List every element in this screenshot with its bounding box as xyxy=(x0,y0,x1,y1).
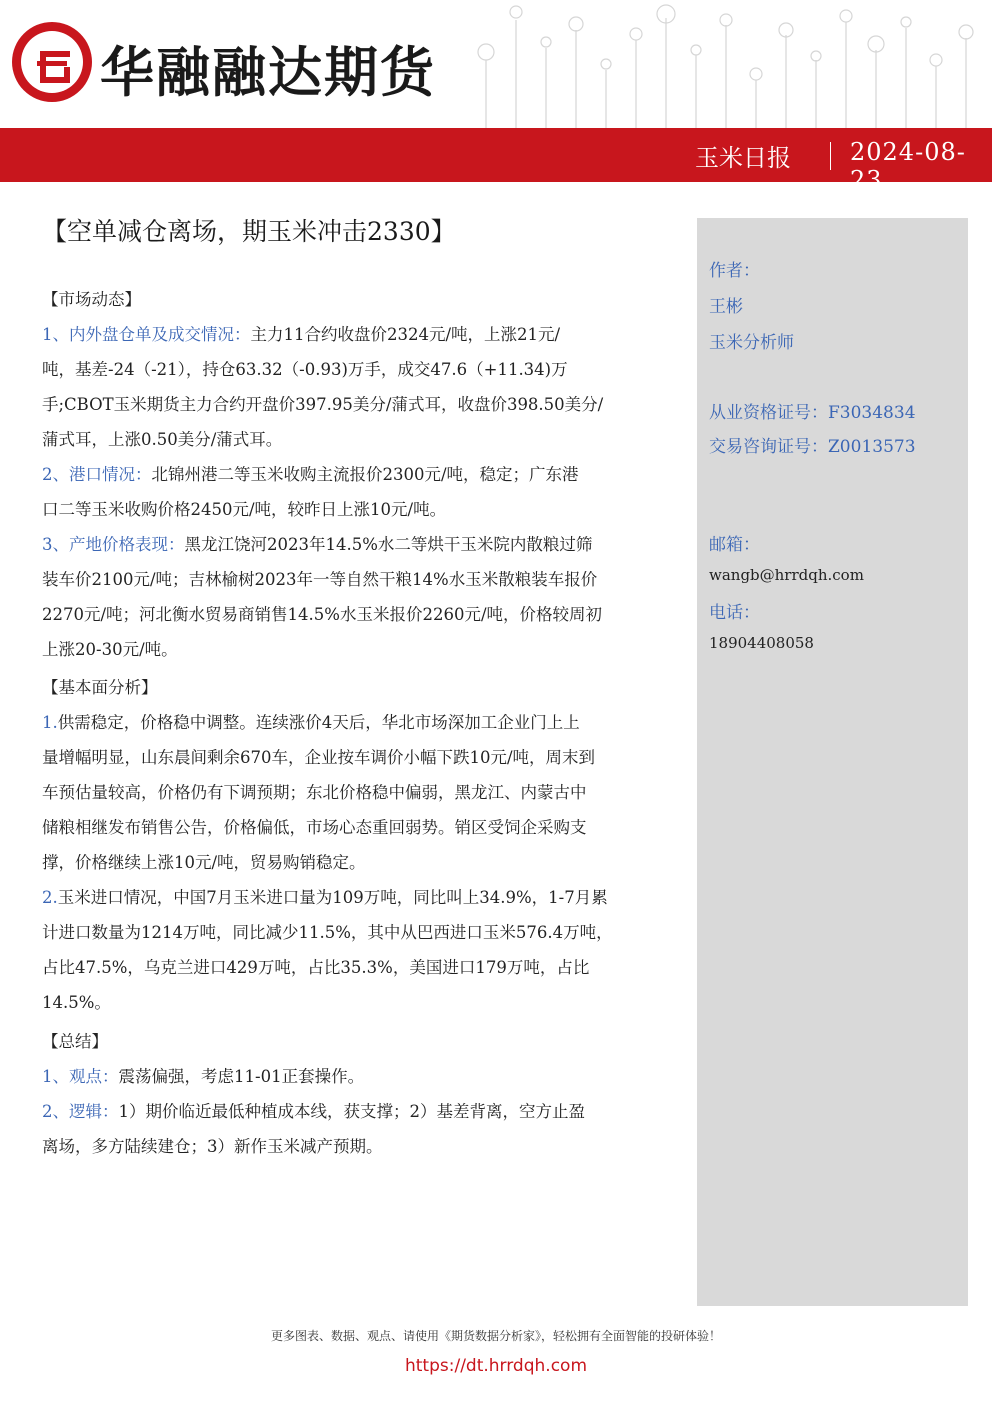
paragraph-line xyxy=(42,422,667,457)
phone-number: 18904408058 xyxy=(709,634,814,652)
paragraph-line xyxy=(42,527,667,562)
fundamental-paragraph xyxy=(42,880,667,1020)
paragraph-text: 玉米进口情况，中国7月玉米进口量为109万吨，同比叫上34.9%，1-7月累 xyxy=(57,888,608,907)
paragraph-label: 1、观点： xyxy=(42,1067,119,1086)
section-heading-summary: 【总结】 xyxy=(42,1032,108,1051)
phone-label: 电话： xyxy=(709,603,760,623)
consult-number: 交易咨询证号：Z0013573 xyxy=(709,437,916,457)
paragraph-label: 1、内外盘仓单及成交情况： xyxy=(42,325,251,344)
paragraph-line xyxy=(42,1059,667,1094)
paragraph-text: 量增幅明显，山东晨间剩余670车，企业按车调价小幅下跌10元/吨，周末到 xyxy=(42,748,596,767)
paragraph-line xyxy=(42,740,667,775)
paragraph-line xyxy=(42,985,667,1020)
paragraph-line xyxy=(42,632,667,667)
report-type: 玉米日报 xyxy=(695,144,791,172)
author-name: 王彬 xyxy=(709,297,743,317)
license-number: 从业资格证号：F3034834 xyxy=(709,403,916,423)
section-heading-fundamental: 【基本面分析】 xyxy=(42,678,158,697)
paragraph-line xyxy=(42,457,667,492)
report-date: 2024-08-23 xyxy=(850,138,966,194)
paragraph-text: 供需稳定，价格稳中调整。连续涨价4天后，华北市场深加工企业门上上 xyxy=(57,713,580,732)
fundamental-items xyxy=(42,705,667,1020)
paragraph-line xyxy=(42,880,667,915)
paragraph-label: 2、港口情况： xyxy=(42,465,152,484)
paragraph-text: 震荡偏强，考虑11-01正套操作。 xyxy=(118,1067,365,1086)
paragraph-text: 蒲式耳，上涨0.50美分/蒲式耳。 xyxy=(42,430,283,449)
market-paragraph xyxy=(42,527,667,667)
paragraph-line xyxy=(42,387,667,422)
paragraph-line xyxy=(42,915,667,950)
paragraph-line xyxy=(42,775,667,810)
paragraph-text: 计进口数量为1214万吨，同比减少11.5%，其中从巴西进口玉米576.4万吨， xyxy=(42,923,613,942)
paragraph-text: 吨，基差-24（-21），持仓63.32（-0.93)万手，成交47.6（+11.34)万 xyxy=(42,360,568,379)
market-paragraph xyxy=(42,317,667,457)
footer-url[interactable]: https://dt.hrrdqh.com xyxy=(404,1356,588,1376)
section-heading-market: 【市场动态】 xyxy=(42,290,141,309)
paragraph-line xyxy=(42,352,667,387)
company-logo xyxy=(12,22,92,102)
paragraph-text: 撑，价格继续上涨10元/吨，贸易购销稳定。 xyxy=(42,853,366,872)
paragraph-line xyxy=(42,1129,667,1164)
paragraph-text: 口二等玉米收购价格2450元/吨，较昨日上涨10元/吨。 xyxy=(42,500,447,519)
market-items xyxy=(42,317,667,667)
header-separator xyxy=(830,142,831,170)
paragraph-label: 3、产地价格表现： xyxy=(42,535,185,554)
paragraph-line xyxy=(42,1094,667,1129)
paragraph-text: 上涨20-30元/吨。 xyxy=(42,640,178,659)
fundamental-paragraph xyxy=(42,705,667,880)
logo-bar xyxy=(37,61,67,66)
paragraph-text: 主力11合约收盘价2324元/吨，上涨21元/ xyxy=(250,325,561,344)
paragraph-line xyxy=(42,597,667,632)
email-label: 邮箱： xyxy=(709,535,760,555)
paragraph-label: 2、逻辑： xyxy=(42,1102,119,1121)
brand-name: 华融融达期货 xyxy=(100,41,436,104)
paragraph-text: 离场，多方陆续建仓；3）新作玉米减产预期。 xyxy=(42,1137,383,1156)
email-address: wangb@hrrdqh.com xyxy=(709,566,864,584)
paragraph-text: 北锦州港二等玉米收购主流报价2300元/吨，稳定；广东港 xyxy=(151,465,579,484)
paragraph-line xyxy=(42,845,667,880)
logo-s-bottom xyxy=(40,67,70,83)
paragraph-line xyxy=(42,492,667,527)
paragraph-label: 2. xyxy=(42,888,58,907)
summary-paragraph xyxy=(42,1059,667,1094)
paragraph-text: 占比47.5%，乌克兰进口429万吨，占比35.3%，美国进口179万吨，占比 xyxy=(42,958,590,977)
paragraph-line xyxy=(42,705,667,740)
paragraph-text: 1）期价临近最低种植成本线，获支撑；2）基差背离，空方止盈 xyxy=(118,1102,585,1121)
paragraph-line xyxy=(42,317,667,352)
paragraph-text: 车预估量较高，价格仍有下调预期；东北价格稳中偏弱，黑龙江、内蒙古中 xyxy=(42,783,587,802)
logo-inner-ring xyxy=(21,31,83,93)
footer-promo: 更多图表、数据、观点、请使用《期货数据分析家》，轻松拥有全面智能的投研体验！ xyxy=(270,1329,721,1343)
paragraph-text: 14.5%。 xyxy=(42,993,111,1012)
market-paragraph xyxy=(42,457,667,527)
paragraph-text: 手;CBOT玉米期货主力合约开盘价397.95美分/蒲式耳，收盘价398.50美分/ xyxy=(42,395,604,414)
main-content xyxy=(42,280,667,1164)
paragraph-line xyxy=(42,810,667,845)
author-label: 作者： xyxy=(709,261,760,281)
sidebar-panel xyxy=(697,218,968,1306)
header-decoration xyxy=(456,0,992,128)
paragraph-text: 储粮相继发布销售公告，价格偏低，市场心态重回弱势。销区受饲企采购支 xyxy=(42,818,587,837)
summary-paragraph xyxy=(42,1094,667,1164)
paragraph-text: 2270元/吨；河北衡水贸易商销售14.5%水玉米报价2260元/吨，价格较周初 xyxy=(42,605,603,624)
paragraph-text: 装车价2100元/吨；吉林榆树2023年一等自然干粮14%水玉米散粮装车报价 xyxy=(42,570,598,589)
report-title: 【空单减仓离场，期玉米冲击2330】 xyxy=(42,217,456,246)
header-red-bar xyxy=(0,128,992,182)
paragraph-line xyxy=(42,950,667,985)
author-role: 玉米分析师 xyxy=(709,333,794,353)
paragraph-label: 1. xyxy=(42,713,58,732)
paragraph-text: 黑龙江饶河2023年14.5%水二等烘干玉米院内散粮过筛 xyxy=(184,535,593,554)
summary-items xyxy=(42,1059,667,1164)
paragraph-line xyxy=(42,562,667,597)
